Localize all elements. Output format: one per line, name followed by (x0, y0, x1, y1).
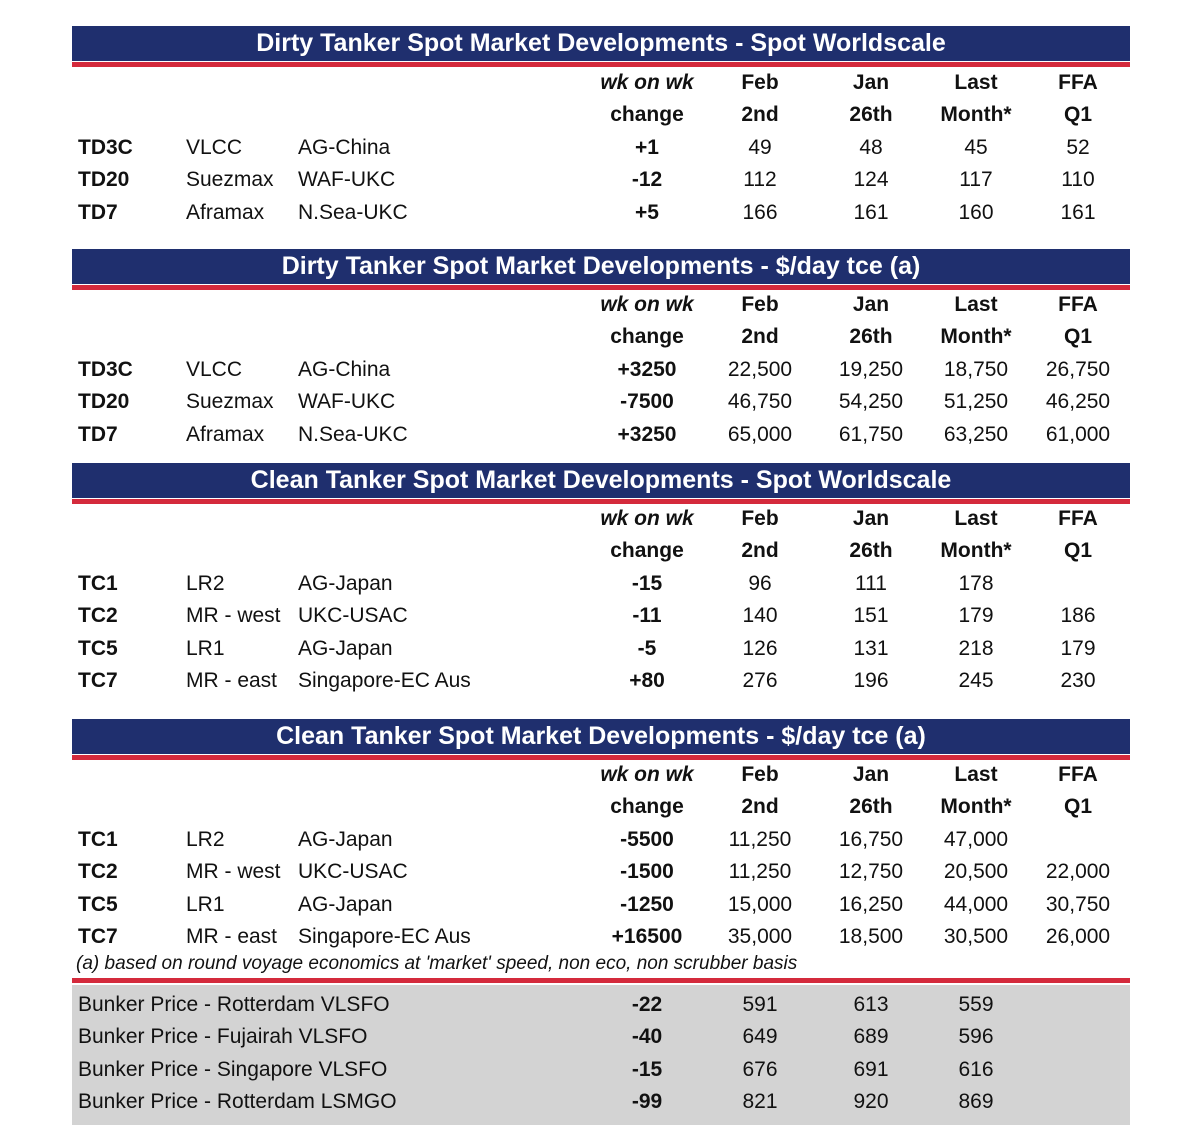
footnote (72, 951, 1130, 977)
change-value: +16500 (611, 924, 683, 948)
value-c2: 613 (853, 993, 889, 1016)
column-header-row (72, 792, 1130, 824)
change-value: -5500 (620, 827, 674, 851)
value-c1: 821 (742, 1090, 778, 1114)
value-c2: 48 (859, 135, 883, 159)
value-c2: 920 (853, 1090, 889, 1114)
route-code: TC2 (78, 604, 118, 628)
section-title: Dirty Tanker Spot Market Developments - $/day tce (a) (72, 249, 1130, 284)
route-code: TC1 (78, 571, 118, 595)
vessel-class: MR - east (186, 924, 278, 948)
value-c1: 112 (743, 168, 777, 192)
vessel-class: Aframax (186, 200, 265, 224)
value-c4: 26,750 (1045, 357, 1111, 381)
value-c3: 179 (958, 604, 994, 628)
value-c4: 161 (1060, 200, 1096, 224)
value-c3: 245 (958, 668, 994, 692)
value-c2: 16,750 (838, 827, 904, 851)
route-code: TD3C (78, 135, 133, 159)
value-c2: 12,750 (838, 860, 904, 884)
value-c3: 18,750 (943, 357, 1009, 381)
section-divider (72, 62, 1130, 67)
column-header-row (72, 760, 1130, 792)
vessel-class: LR1 (186, 892, 225, 916)
change-value: +80 (629, 668, 665, 692)
change-value: -22 (631, 993, 663, 1016)
column-header-c2: Jan (852, 763, 890, 786)
column-header-row (72, 290, 1130, 322)
value-c3: 218 (958, 636, 994, 660)
vessel-class: Aframax (186, 422, 265, 446)
column-header-row (72, 504, 1130, 536)
route-name: WAF-UKC (298, 168, 396, 192)
table-row (72, 355, 1130, 387)
bunker-label: Bunker Price - Singapore VLSFO (78, 1057, 388, 1081)
route-name: AG-Japan (298, 892, 393, 916)
column-header-change: change (610, 325, 684, 349)
column-header-c4: Q1 (1063, 539, 1093, 563)
change-value: -15 (631, 571, 663, 595)
column-header-c2: 26th (849, 103, 893, 127)
column-header-c1: Feb (741, 507, 779, 530)
value-c3: 869 (958, 1090, 994, 1114)
route-name: Singapore-EC Aus (298, 924, 471, 948)
value-c3: 160 (958, 200, 994, 224)
route-code: TC5 (78, 892, 118, 916)
vessel-class: LR1 (186, 636, 225, 660)
change-value: +3250 (617, 357, 677, 381)
column-header-c3: Month* (940, 325, 1012, 349)
route-name: N.Sea-UKC (298, 200, 408, 224)
value-c1: 276 (742, 668, 778, 692)
vessel-class: MR - east (186, 668, 278, 692)
value-c4: 61,000 (1045, 422, 1111, 446)
vessel-class: Suezmax (186, 168, 274, 192)
column-header-c4: FFA (1058, 507, 1098, 530)
vessel-class: MR - west (186, 604, 281, 628)
column-header-change: wk on wk (600, 763, 694, 786)
table-row (72, 133, 1130, 165)
route-name: UKC-USAC (298, 860, 408, 884)
vessel-class: LR2 (186, 571, 225, 595)
table-row (72, 634, 1130, 666)
bunker-price-table (72, 985, 1130, 1125)
value-c1: 22,500 (727, 357, 793, 381)
route-code: TD7 (78, 422, 118, 446)
section-dirty-tce (72, 249, 1130, 452)
value-c1: 126 (742, 636, 778, 660)
column-header-c3: Last (954, 763, 998, 786)
value-c2: 131 (853, 636, 889, 660)
value-c2: 124 (853, 168, 889, 192)
route-name: UKC-USAC (298, 604, 408, 628)
value-c2: 111 (855, 571, 887, 595)
table-row (72, 890, 1130, 922)
change-value: -5 (637, 636, 657, 660)
value-c3: 20,500 (943, 860, 1009, 884)
value-c4: 30,750 (1045, 892, 1111, 916)
value-c3: 117 (959, 168, 993, 192)
column-header-c1: 2nd (741, 539, 779, 563)
value-c3: 51,250 (943, 390, 1009, 414)
value-c2: 689 (853, 1025, 889, 1049)
section-title: Clean Tanker Spot Market Developments - $/day tce (a) (72, 719, 1130, 754)
table-row (72, 420, 1130, 452)
bunker-row (72, 1022, 1130, 1054)
change-value: -7500 (620, 390, 674, 414)
value-c2: 16,250 (838, 892, 904, 916)
column-header-change: change (610, 103, 684, 127)
value-c2: 151 (853, 604, 889, 628)
table-row (72, 601, 1130, 633)
section-title: Dirty Tanker Spot Market Developments - Spot Worldscale (72, 26, 1130, 61)
value-c1: 35,000 (727, 924, 793, 948)
bunker-label: Bunker Price - Rotterdam LSMGO (78, 1090, 397, 1114)
column-header-c3: Month* (940, 103, 1012, 127)
column-header-c4: Q1 (1063, 325, 1093, 349)
bunker-label: Bunker Price - Fujairah VLSFO (78, 1025, 368, 1049)
column-header-c2: Jan (852, 293, 890, 316)
change-value: +5 (635, 200, 659, 224)
column-header-c2: 26th (849, 539, 893, 563)
change-value: -1500 (620, 860, 674, 884)
column-header-c1: 2nd (741, 325, 779, 349)
route-name: AG-Japan (298, 571, 393, 595)
column-header-change: change (610, 539, 684, 563)
column-header-c3: Last (954, 293, 998, 316)
route-name: N.Sea-UKC (298, 422, 408, 446)
value-c2: 54,250 (838, 390, 904, 414)
column-header-change: change (610, 795, 684, 819)
column-header-change: wk on wk (600, 71, 694, 94)
column-header-c4: Q1 (1063, 795, 1093, 819)
table-row (72, 198, 1130, 230)
value-c3: 616 (958, 1057, 994, 1081)
value-c4: 230 (1060, 668, 1096, 692)
change-value: -11 (632, 604, 662, 628)
value-c1: 11,250 (728, 827, 792, 851)
change-value: +1 (635, 135, 659, 159)
column-header-change: wk on wk (600, 507, 694, 530)
value-c1: 166 (742, 200, 778, 224)
route-name: AG-China (298, 357, 391, 381)
vessel-class: VLCC (186, 357, 243, 381)
value-c3: 47,000 (943, 827, 1009, 851)
column-header-c1: Feb (741, 763, 779, 786)
change-value: -40 (631, 1025, 663, 1049)
table-row (72, 165, 1130, 197)
value-c3: 178 (958, 571, 994, 595)
route-name: AG-Japan (298, 636, 393, 660)
value-c1: 676 (742, 1057, 778, 1081)
section-clean-worldscale (72, 463, 1130, 698)
route-name: Singapore-EC Aus (298, 668, 471, 692)
column-header-c2: Jan (852, 507, 890, 530)
value-c4: 46,250 (1045, 390, 1111, 414)
column-header-c3: Last (954, 507, 998, 530)
route-code: TC7 (78, 668, 118, 692)
column-header-c4: Q1 (1063, 103, 1093, 127)
table-row (72, 387, 1130, 419)
value-c1: 11,250 (728, 860, 792, 884)
value-c2: 61,750 (838, 422, 904, 446)
route-code: TD20 (78, 168, 130, 192)
column-header-c3: Last (954, 71, 998, 94)
table-row (72, 857, 1130, 889)
column-header-c2: 26th (849, 325, 893, 349)
value-c2: 196 (853, 668, 889, 692)
value-c3: 63,250 (943, 422, 1009, 446)
column-header-row (72, 68, 1130, 100)
column-header-c3: Month* (940, 795, 1012, 819)
value-c3: 30,500 (943, 924, 1009, 948)
value-c1: 591 (742, 993, 778, 1016)
route-name: AG-Japan (298, 827, 393, 851)
value-c4: 26,000 (1045, 924, 1111, 948)
route-code: TD7 (78, 200, 118, 224)
route-name: AG-China (298, 135, 391, 159)
section-clean-tce (72, 719, 1130, 954)
value-c1: 140 (742, 604, 778, 628)
column-header-row (72, 536, 1130, 568)
value-c1: 15,000 (727, 892, 793, 916)
value-c1: 96 (748, 571, 772, 595)
column-header-row (72, 322, 1130, 354)
value-c1: 46,750 (727, 390, 793, 414)
value-c2: 19,250 (838, 357, 904, 381)
column-header-row (72, 100, 1130, 132)
change-value: -99 (631, 1090, 663, 1114)
route-code: TC1 (78, 827, 118, 851)
value-c3: 45 (964, 135, 988, 159)
bunker-label: Bunker Price - Rotterdam VLSFO (78, 993, 390, 1016)
value-c1: 49 (748, 135, 772, 159)
column-header-c4: FFA (1058, 71, 1098, 94)
vessel-class: MR - west (186, 860, 281, 884)
route-code: TD20 (78, 390, 130, 414)
change-value: -12 (631, 168, 663, 192)
column-header-c3: Month* (940, 539, 1012, 563)
value-c1: 65,000 (727, 422, 793, 446)
table-row (72, 825, 1130, 857)
change-value: -15 (631, 1057, 663, 1081)
value-c4: 52 (1066, 135, 1090, 159)
section-dirty-worldscale (72, 26, 1130, 230)
value-c2: 18,500 (838, 924, 904, 948)
value-c4: 22,000 (1045, 860, 1111, 884)
route-code: TC2 (78, 860, 118, 884)
table-row (72, 666, 1130, 698)
column-header-c4: FFA (1058, 763, 1098, 786)
value-c3: 44,000 (943, 892, 1009, 916)
value-c3: 559 (958, 993, 994, 1016)
vessel-class: VLCC (186, 135, 243, 159)
change-value: +3250 (617, 422, 677, 446)
vessel-class: Suezmax (186, 390, 274, 414)
column-header-c4: FFA (1058, 293, 1098, 316)
value-c4: 179 (1060, 636, 1096, 660)
section-title: Clean Tanker Spot Market Developments - Spot Worldscale (72, 463, 1130, 498)
column-header-c1: 2nd (741, 795, 779, 819)
route-name: WAF-UKC (298, 390, 396, 414)
route-code: TC5 (78, 636, 118, 660)
bunker-row (72, 1055, 1130, 1087)
route-code: TD3C (78, 357, 133, 381)
footnote-text: (a) based on round voyage economics at 'market' speed, non eco, non scrubber basis (76, 953, 798, 974)
column-header-c1: Feb (741, 71, 779, 94)
change-value: -1250 (620, 892, 674, 916)
value-c2: 691 (853, 1057, 889, 1081)
bunker-row (72, 990, 1130, 1022)
column-header-c2: Jan (852, 71, 890, 94)
value-c4: 110 (1061, 168, 1095, 192)
value-c4: 186 (1060, 604, 1096, 628)
column-header-c1: 2nd (741, 103, 779, 127)
route-code: TC7 (78, 924, 118, 948)
value-c3: 596 (958, 1025, 994, 1049)
bunker-row (72, 1087, 1130, 1119)
value-c2: 161 (853, 200, 889, 224)
column-header-change: wk on wk (600, 293, 694, 316)
column-header-c2: 26th (849, 795, 893, 819)
footnote-redline (72, 978, 1130, 983)
value-c1: 649 (742, 1025, 778, 1049)
column-header-c1: Feb (741, 293, 779, 316)
table-row (72, 922, 1130, 954)
table-row (72, 569, 1130, 601)
vessel-class: LR2 (186, 827, 225, 851)
